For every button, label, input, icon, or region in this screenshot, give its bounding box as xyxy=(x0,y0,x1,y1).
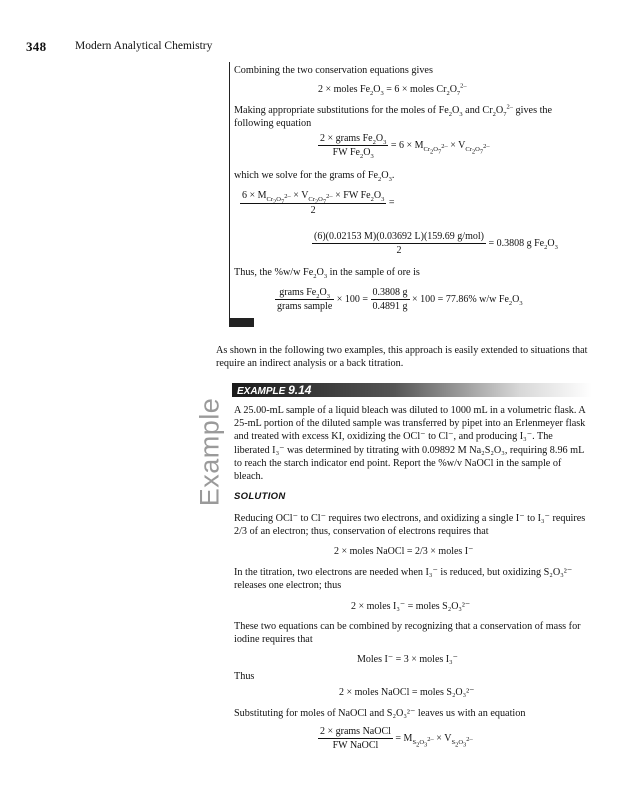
thus-word: Thus xyxy=(234,671,255,682)
combine-mass-paragraph: These two equations can be combined by recognizing that a conservation of mass for iodine requires that xyxy=(234,621,581,646)
example-label: EXAMPLE 9.14 xyxy=(237,383,312,397)
example-end-marker xyxy=(229,318,254,327)
equation-percent: $\frac{grams Fe_2O_3}{\text{grams sample}}$ × 100 = $\frac{0.3808 g}{0.4891 g}$ × 100 = 77.86% w/w $Fe_2O_3$ xyxy=(277,287,523,312)
solve-paragraph: which we solve for the grams of $Fe_2O_3$. xyxy=(234,170,395,184)
page-number: 348 xyxy=(26,39,47,54)
substitute-paragraph: Making appropriate substitutions for the moles of $Fe_2O_3$ and $Cr_2O_7^{2-}$ gives the following equation xyxy=(234,103,553,130)
equation-grams-naocl: $\frac{\text{2 × grams NaOCl}}{\text{FW NaOCl}}$ = $M_{S_2O_3^{2-}} \times V_{S_2O_3^{2-}}$ xyxy=(320,726,473,751)
example-side-word: Example xyxy=(194,397,225,507)
substituting-paragraph: Substituting for moles of NaOCl and S₂O₃²⁻ leaves us with an equation xyxy=(234,708,526,719)
thus-paragraph: Thus, the %w/w $Fe_2O_3$ in the sample of ore is xyxy=(234,267,420,281)
reduce-paragraph: Reducing OCl⁻ to Cl⁻ requires two electrons, and oxidizing a single I⁻ to I₃⁻ requires 2/3 of an electron; thus, conservation of electrons requires that xyxy=(234,513,586,538)
equation-solve-grams: $\frac{6 \times M_{Cr_2O_7^{2-}} \times V_{Cr_2O_7^{2-}} \times FW Fe_2O_3}{2}$ = xyxy=(242,190,395,217)
equation-triiodide-thiosulfate: 2 × moles I₃⁻ = moles S₂O₃²⁻ xyxy=(351,601,471,612)
running-title: Modern Analytical Chemistry xyxy=(75,40,213,52)
equation-naocl-thiosulfate: 2 × moles NaOCl = moles S₂O₃²⁻ xyxy=(339,687,475,698)
equation-numeric: $\frac{\text{(6)(0.02153 M)(0.03692 L)(159.69 g/mol)}}{2}$ = 0.3808 g $Fe_2O_3$ xyxy=(314,231,558,256)
example-problem: A 25.00-mL sample of a liquid bleach was diluted to 1000 mL in a volumetric flask. A 25-mL portion of the diluted sample was transferred by pipet into an Erlenmeyer flask and treated with excess KI, oxidizing the OCl⁻ to Cl⁻, and producing I₃⁻. The liberated I₃⁻ was determined by titrating with 0.09892 M Na₂S₂O₃, requiring 8.96 mL to reach the starch indicator end point. Report the %w/v NaOCl in the sample of bleach. xyxy=(234,405,586,483)
example-rule xyxy=(229,62,230,326)
combine-paragraph: Combining the two conservation equations gives xyxy=(234,65,433,76)
equation-iodide-mass: Moles I⁻ = 3 × moles I₃⁻ xyxy=(357,654,458,665)
titration-paragraph: In the titration, two electrons are needed when I₃⁻ is reduced, but oxidizing S₂O₃²⁻ releases one electron; thus xyxy=(234,567,573,592)
equation-grams-fe: $\frac{2 \times grams Fe_2O_3}{FW Fe_2O_3}$ = $6 \times M_{Cr_2O_7^{2-}} \times V_{Cr_2O_7^{2-}}$ xyxy=(320,133,490,160)
equation-naocl-iodide: 2 × moles NaOCl = 2/3 × moles I⁻ xyxy=(334,546,474,557)
equation-moles-fe-cr: 2 × moles $Fe_2O_3 = 6$ × moles $Cr_2O_7^{2-}$ xyxy=(318,82,467,97)
intro-paragraph: As shown in the following two examples, this approach is easily extended to situations that require an indirect analysis or a back titration. xyxy=(216,345,588,370)
solution-heading: SOLUTION xyxy=(234,491,286,502)
